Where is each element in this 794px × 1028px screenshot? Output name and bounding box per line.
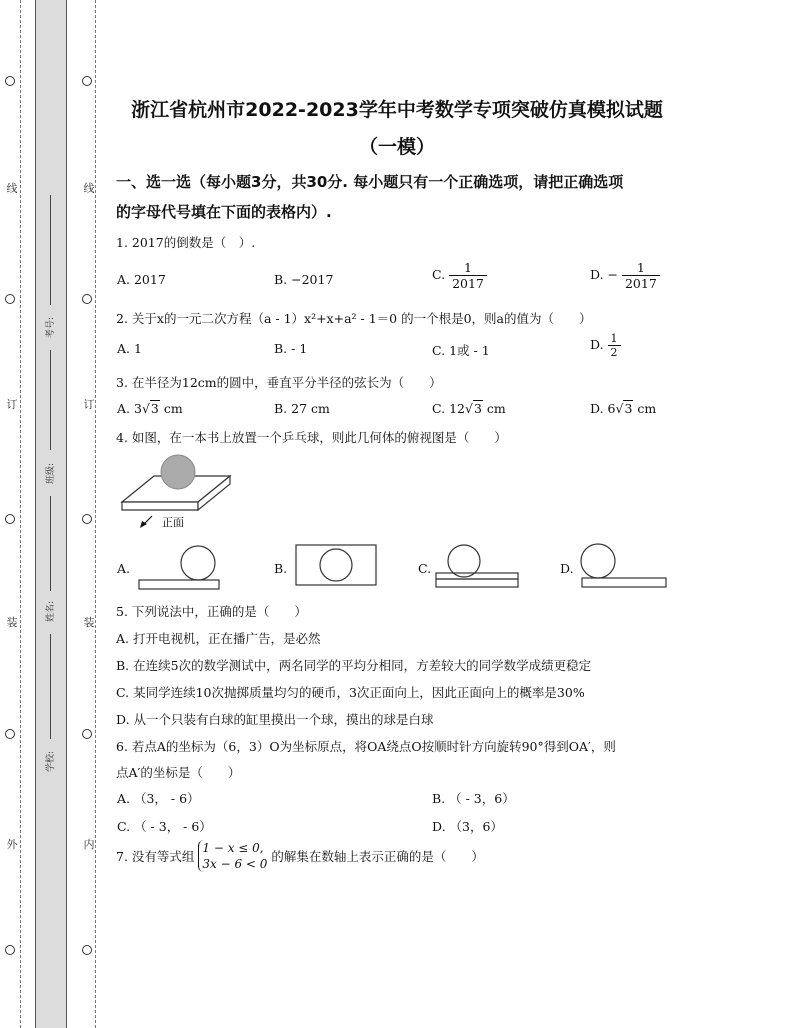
q1-option-a: A. 2017 — [117, 272, 166, 287]
q7-stem-pre: 7. 没有等式组 — [116, 849, 195, 864]
section-heading-cont: 的字母代号填在下面的表格内）. — [116, 203, 332, 221]
q1-option-d-fraction — [622, 260, 660, 291]
denominator: 2 — [610, 346, 618, 359]
margin-char-outer: 外 — [6, 838, 18, 851]
numerator: 1 — [608, 332, 621, 346]
q3-d-radicand: 3 — [624, 401, 633, 416]
school-blank — [50, 634, 51, 739]
q3-d-unit: cm — [633, 401, 657, 416]
q1-option-c — [432, 260, 487, 291]
q5-option-d: D. 从一个只装有白球的缸里摸出一个球，摸出的球是白球 — [116, 712, 434, 727]
margin-char-outer: 线 — [6, 182, 18, 195]
question-6-stem-cont: 点A′的坐标是（ ） — [116, 765, 241, 780]
book-ball-figure — [116, 450, 232, 532]
margin-char-inner: 内 — [83, 838, 95, 851]
q3-c-coef: C. 12 — [432, 401, 465, 416]
question-4-stem: 4. 如图，在一本书上放置一个乒乓球，则此几何体的俯视图是（ ） — [116, 430, 507, 445]
q3-c-radicand: 3 — [473, 401, 482, 416]
q3-option-b: B. 27 cm — [274, 401, 330, 416]
punch-hole — [5, 945, 15, 955]
punch-hole — [82, 294, 92, 304]
q6-option-d: D. （3，6） — [432, 819, 503, 834]
punch-hole — [82, 76, 92, 86]
q4-figure-d — [578, 543, 668, 589]
page-subtitle: （一模） — [358, 136, 435, 158]
margin-char-inner: 线 — [83, 182, 95, 195]
class-blank — [50, 350, 51, 450]
q1-option-c-fraction — [449, 260, 487, 291]
margin-char-outer: 订 — [6, 398, 18, 411]
q3-a-coef: A. 3 — [117, 401, 142, 416]
question-5-stem: 5. 下列说法中，正确的是（ ） — [116, 604, 307, 619]
student-id-blank — [50, 195, 51, 305]
q2-option-b: B. - 1 — [274, 341, 308, 356]
denominator: 2017 — [624, 276, 657, 291]
q4-option-b: B. — [274, 561, 288, 576]
punch-hole — [5, 294, 15, 304]
q5-option-b: B. 在连续5次的数学测试中，两名同学的平均分相同，方差较大的同学数学成绩更稳定 — [116, 658, 592, 673]
inequality-2: 3x − 6 < 0 — [202, 857, 268, 871]
q4-figure-b — [294, 543, 378, 587]
q3-d-coef: D. 6 — [590, 401, 616, 416]
q4-option-a: A. — [117, 561, 131, 576]
punch-hole — [5, 514, 15, 524]
q1-option-d — [590, 260, 660, 291]
numerator: 1 — [449, 260, 487, 276]
q1-option-b: B. −2017 — [274, 272, 334, 287]
q4-option-d: D. — [560, 561, 574, 576]
punch-hole — [82, 945, 92, 955]
q1-option-c-label: C. — [432, 267, 446, 282]
question-7-stem — [116, 840, 484, 872]
question-2-stem: 2. 关于x的一元二次方程（a - 1）x²+x+a² - 1＝0 的一个根是0，则a的值为（ ） — [116, 311, 592, 326]
question-6-stem: 6. 若点A的坐标为（6，3）O为坐标原点，将OA绕点O按顺时针方向旋转90°得到OA′，则 — [116, 739, 616, 754]
class-label: 班级: — [46, 462, 56, 484]
q1-option-d-label: D. − — [590, 267, 618, 282]
student-id-label: 考号: — [46, 316, 56, 338]
margin-char-inner: 订 — [83, 398, 95, 411]
q4-figure-a — [136, 545, 222, 591]
q6-option-a: A. （3， - 6） — [117, 791, 200, 806]
q3-a-radicand: 3 — [150, 401, 159, 416]
q2-option-d-fraction — [608, 332, 621, 359]
q2-option-d — [590, 332, 621, 359]
denominator: 2017 — [452, 276, 484, 291]
q6-option-c: C. （ - 3， - 6） — [117, 819, 212, 834]
q3-a-unit: cm — [159, 401, 183, 416]
punch-hole — [82, 729, 92, 739]
q2-option-c: C. 1或 - 1 — [432, 343, 490, 358]
margin-char-inner: 装 — [83, 616, 95, 629]
q3-option-a: A. 3√3 cm — [117, 401, 183, 416]
q3-c-unit: cm — [482, 401, 506, 416]
q4-figure-c — [434, 543, 520, 589]
q2-option-d-label: D. — [590, 337, 604, 352]
question-1-stem: 1. 2017的倒数是（ ）. — [116, 235, 256, 250]
q5-option-a: A. 打开电视机，正在播广告，是必然 — [116, 631, 321, 646]
q5-option-c: C. 某同学连续10次抛掷质量均匀的硬币，3次正面向上，因此正面向上的概率是30% — [116, 685, 585, 700]
front-label: 正面 — [162, 516, 184, 529]
punch-hole — [5, 729, 15, 739]
q6-option-b: B. （ - 3，6） — [432, 791, 515, 806]
section-heading: 一、选一选（每小题3分，共30分. 每小题只有一个正确选项，请把正确选项 — [116, 173, 624, 191]
school-label: 学校: — [46, 750, 56, 772]
q3-option-d: D. 6√3 cm — [590, 401, 657, 416]
name-label: 姓名: — [46, 600, 56, 622]
q3-option-c: C. 12√3 cm — [432, 401, 506, 416]
punch-hole — [82, 514, 92, 524]
punch-hole — [5, 76, 15, 86]
inequality-1: 1 − x ≤ 0, — [202, 841, 264, 855]
name-blank — [50, 496, 51, 591]
page-title: 浙江省杭州市2022-2023学年中考数学专项突破仿真模拟试题 — [131, 99, 663, 121]
margin-char-outer: 装 — [6, 616, 18, 629]
inequality-system — [198, 840, 267, 872]
q7-stem-post: 的解集在数轴上表示正确的是（ ） — [271, 849, 484, 864]
q4-option-c: C. — [418, 561, 432, 576]
question-3-stem: 3. 在半径为12cm的圆中，垂直平分半径的弦长为（ ） — [116, 375, 442, 390]
q2-option-a: A. 1 — [117, 341, 142, 356]
numerator: 1 — [622, 260, 660, 276]
